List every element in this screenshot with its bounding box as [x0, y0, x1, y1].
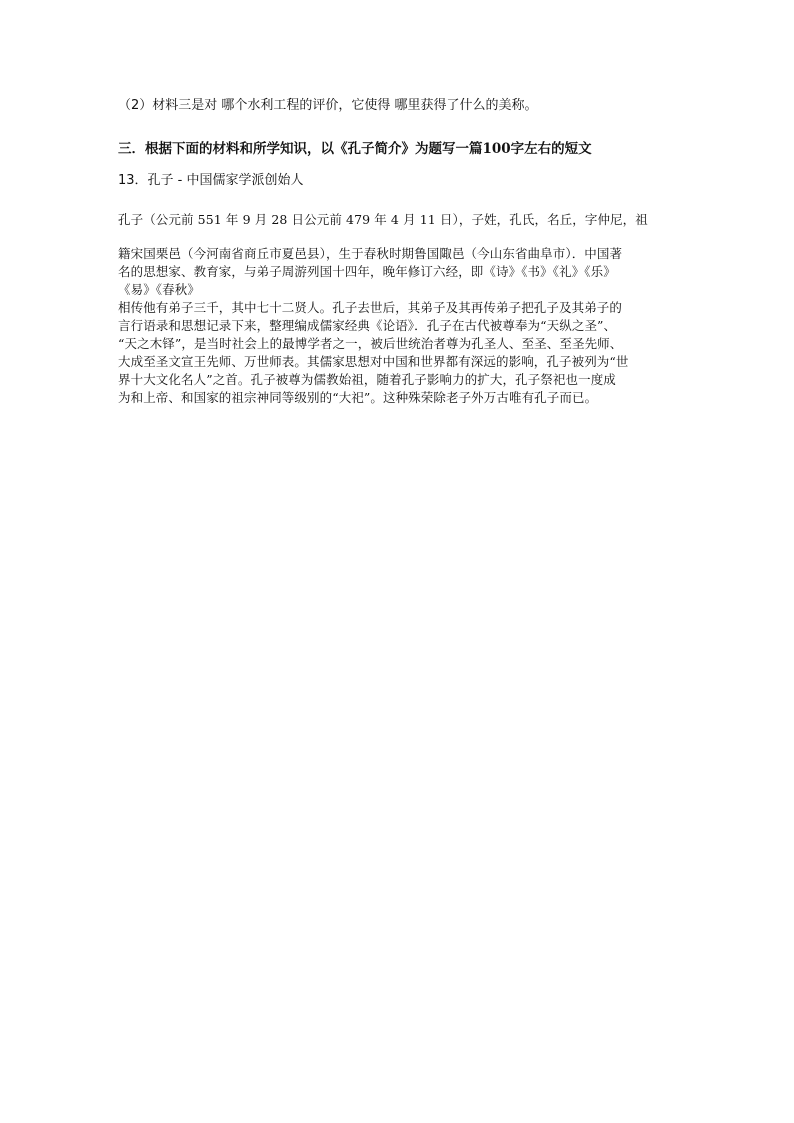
paragraph-line-9: 界十大文化名人”之首。孔子被尊为儒教始祖，随着孔子影响力的扩大，孔子祭祀也一度成 [118, 372, 616, 387]
question-13-heading: 13．孔子 - 中国儒家学派创始人 [118, 173, 304, 188]
paragraph-line-8: 大成至圣文宣王先师、万世师表。其儒家思想对中国和世界都有深远的影响，孔子被列为“世 [118, 354, 629, 369]
section-3-title: 三．根据下面的材料和所学知识，以《孔子简介》为题写一篇100字左右的短文 [118, 141, 592, 157]
paragraph-line-6: 言行语录和思想记录下来，整理编成儒家经典《论语》．孔子在古代被尊奉为“天纵之圣”、 [118, 318, 617, 333]
question-2-text: （2）材料三是对 哪个水利工程的评价，它使得 哪里获得了什么的美称。 [118, 98, 538, 113]
paragraph-line-2: 籍宋国栗邑（今河南省商丘市夏邑县），生于春秋时期鲁国陬邑（今山东省曲阜市）．中国著 [118, 246, 623, 261]
paragraph-line-1: 孔子（公元前 551 年 9 月 28 日公元前 479 年 4 月 11 日），子姓，孔氏，名丘，字仲尼，祖 [118, 212, 648, 227]
paragraph-line-10: 为和上帝、和国家的祖宗神同等级别的“大祀”。这种殊荣除老子外万古唯有孔子而已。 [118, 390, 598, 405]
paragraph-line-5: 相传他有弟子三千，其中七十二贤人。孔子去世后，其弟子及其再传弟子把孔子及其弟子的 [118, 300, 623, 315]
paragraph-line-3: 名的思想家、教育家，与弟子周游列国十四年，晚年修订六经，即《诗》《书》《礼》《乐》 [118, 264, 616, 279]
paragraph-line-4: 《易》《春秋》 [118, 282, 200, 297]
paragraph-line-7: “天之木铎”，是当时社会上的最博学者之一，被后世统治者尊为孔圣人、至圣、至圣先师、 [118, 336, 623, 351]
